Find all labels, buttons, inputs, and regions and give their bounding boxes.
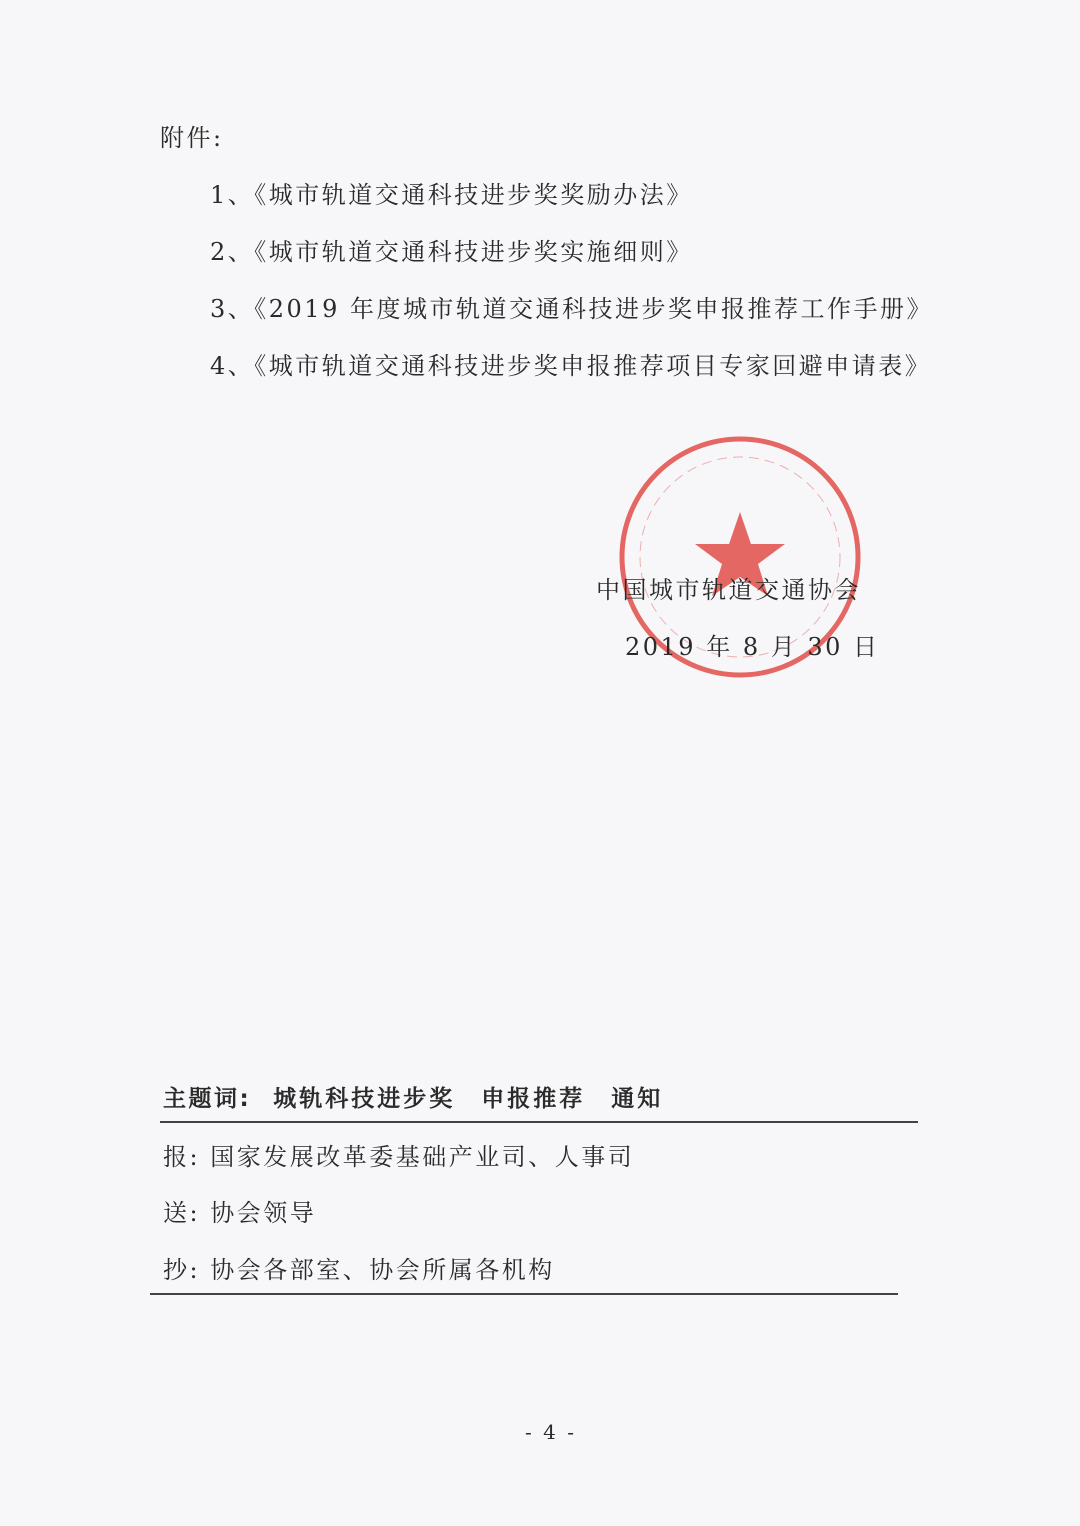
report-to: 报: 国家发展改革委基础产业司、人事司 [163,1143,635,1171]
send-to: 送: 协会领导 [163,1199,317,1227]
attachment-item: 3、《2019 年度城市轨道交通科技进步奖申报推荐工作手册》 [210,295,933,323]
copy-to: 抄: 协会各部室、协会所属各机构 [163,1256,555,1284]
keywords-label: 主题词: [163,1086,252,1112]
attachment-item: 1、《城市轨道交通科技进步奖奖励办法》 [210,181,693,209]
signature-date: 2019 年 8 月 30 日 [625,633,880,661]
signature-organization: 中国城市轨道交通协会 [596,576,861,604]
attachment-item: 2、《城市轨道交通科技进步奖实施细则》 [210,238,693,266]
divider [150,1293,898,1295]
keywords: 城轨科技进步奖 申报推荐 通知 [273,1086,664,1112]
attachment-item: 4、《城市轨道交通科技进步奖申报推荐项目专家回避申请表》 [210,352,932,380]
divider [160,1121,918,1123]
keywords-row [163,1080,663,1113]
page-number: - 4 - [525,1420,577,1444]
attachments-heading: 附件: [160,124,224,152]
